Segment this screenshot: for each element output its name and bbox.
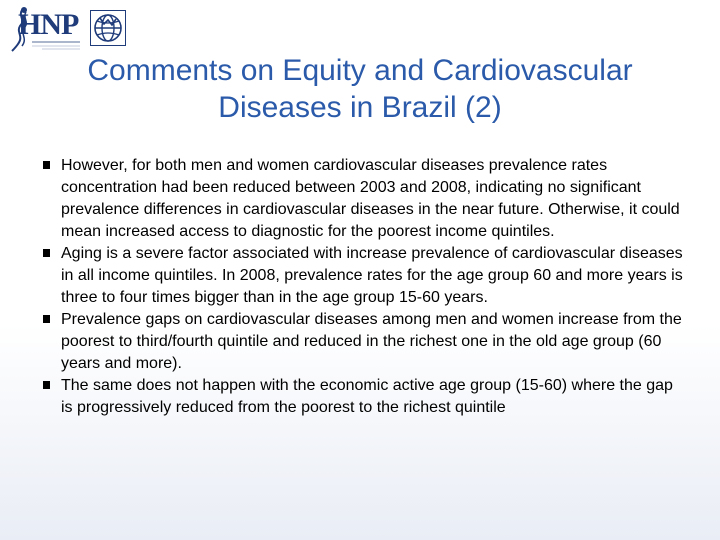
- list-item: [43, 155, 683, 243]
- square-bullet-icon: [43, 249, 50, 257]
- bullet-text: Prevalence gaps on cardiovascular diseases among men and women increase from the poorest to third/fourth quintile and reduced in the richest one in the old age group (60 years and more).: [61, 311, 682, 372]
- list-item: [43, 375, 683, 419]
- hnp-logo-icon: [8, 6, 82, 52]
- header-logos: [8, 6, 126, 52]
- bullet-text: The same does not happen with the economic active age group (15-60) where the gap is progressively reduced from the poorest to the richest quintile: [61, 377, 673, 416]
- slide-title: [0, 52, 720, 126]
- slide-title-line2: Diseases in Brazil (2): [218, 91, 502, 124]
- list-item: [43, 309, 683, 375]
- slide-title-line1: Comments on Equity and Cardiovascular: [87, 54, 633, 87]
- bullet-text: Aging is a severe factor associated with increase prevalence of cardiovascular diseases in all income quintiles. In 2008, prevalence rates for the age group 60 and more years is three to four times bigger than in the age group 15-60 years.: [61, 245, 683, 306]
- bullet-list: [43, 155, 683, 419]
- list-item: [43, 243, 683, 309]
- hnp-logo-wordmark: HNP: [18, 8, 79, 41]
- square-bullet-icon: [43, 161, 50, 169]
- square-bullet-icon: [43, 381, 50, 389]
- world-bank-logo-icon: [90, 10, 126, 46]
- square-bullet-icon: [43, 315, 50, 323]
- hnp-tagline-icon: [32, 40, 80, 50]
- bullet-text: However, for both men and women cardiovascular diseases prevalence rates concentration had been reduced between 2003 and 2008, indicating no significant prevalence differences in cardiovascular diseases in the near future. Otherwise, it could mean increased access to diagnostic for the poorest income quintiles.: [61, 157, 680, 240]
